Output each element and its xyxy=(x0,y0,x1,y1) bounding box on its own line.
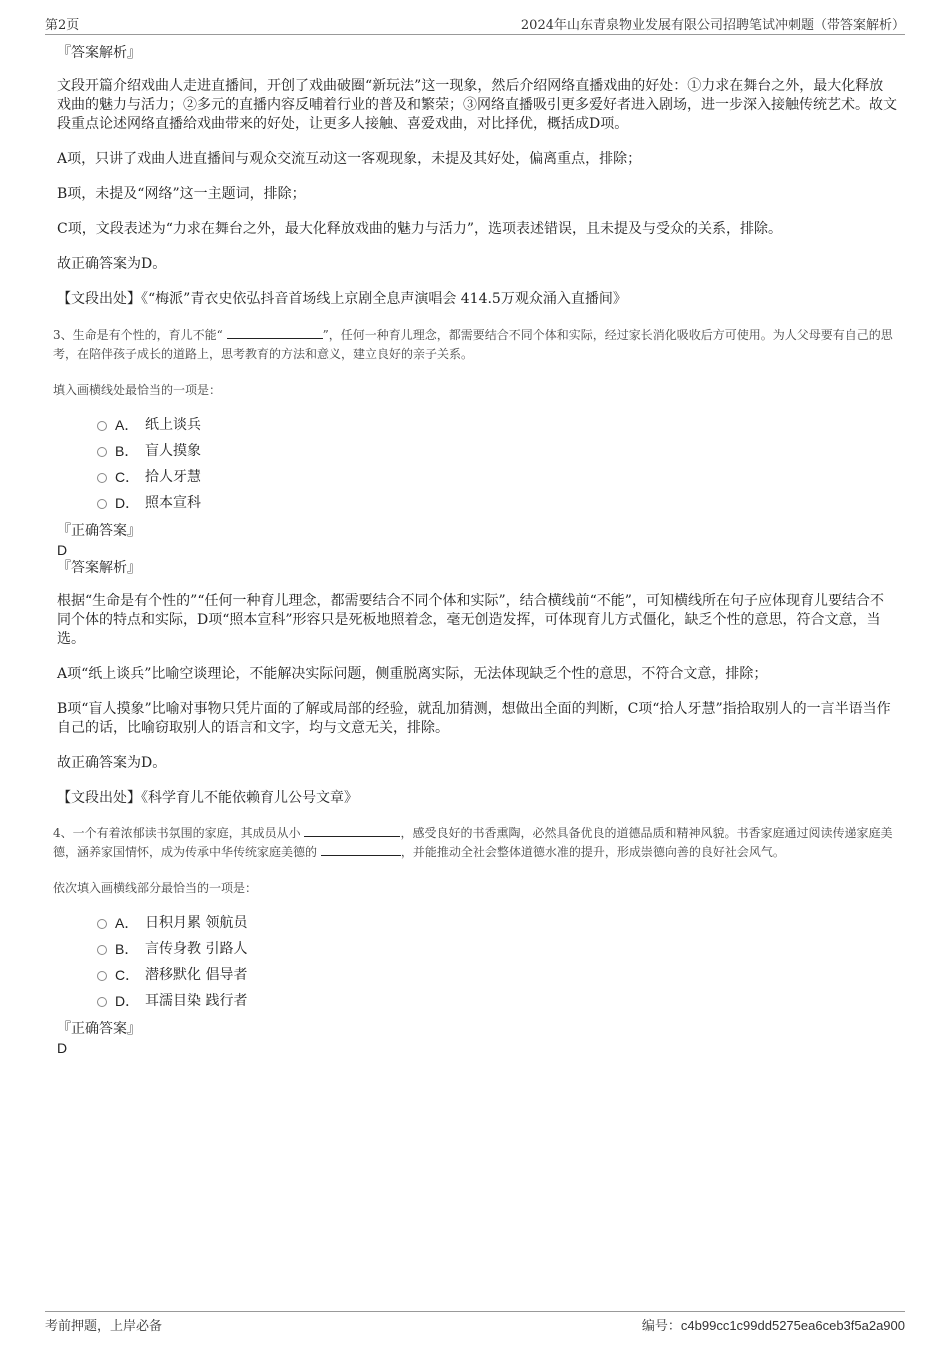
q2-option-a-analysis: A项，只讲了戏曲人进直播间与观众交流互动这一客观现象，未提及其好处，偏离重点，排除； xyxy=(57,151,642,167)
q4-option-b[interactable]: B． 言传身教 引路人 xyxy=(57,936,897,962)
radio-button[interactable] xyxy=(97,945,107,955)
q4-blank-2 xyxy=(321,843,401,856)
footer-slogan: 考前押题，上岸必备 xyxy=(45,1319,163,1334)
q4-answer: D xyxy=(57,1040,68,1056)
q3-blank xyxy=(227,326,323,339)
page-content xyxy=(53,44,897,1057)
q4-answer-heading: 『正确答案』 xyxy=(57,1021,141,1037)
q2-conclusion: 故正确答案为D。 xyxy=(57,256,167,272)
page-number: 第2页 xyxy=(45,18,80,33)
q2-analysis-text: 文段开篇介绍戏曲人走进直播间，开创了戏曲破圈“新玩法”这一现象，然后介绍网络直播戏曲的好处：①力求在舞台之外，最大化释放戏曲的魅力与活力；②多元的直播内容反哺着行业的普及和繁荣；③网络直播吸引更多爱好者进入剧场，进一步深入接触传统艺术。故文段重点论述网络直播给戏曲带来的好处，让更多人接触、喜爱戏曲，对比择优，概括成D项。 xyxy=(57,78,897,132)
q3-analysis-heading: 『答案解析』 xyxy=(57,560,141,576)
q2-analysis-heading: 『答案解析』 xyxy=(57,45,141,61)
q4-prompt: 依次填入画横线部分最恰当的一项是： xyxy=(53,881,258,895)
q3-option-b[interactable]: B． 盲人摸象 xyxy=(57,438,897,464)
radio-button[interactable] xyxy=(97,919,107,929)
q2-source: 【文段出处】《“梅派”青衣史依弘抖音首场线上京剧全息声演唱会 414.5万观众涌入直播间》 xyxy=(57,291,627,307)
q4-option-c[interactable]: C． 潜移默化 倡导者 xyxy=(57,962,897,988)
radio-button[interactable] xyxy=(97,421,107,431)
q3-conclusion: 故正确答案为D。 xyxy=(57,755,167,771)
q3-answer-heading: 『正确答案』 xyxy=(57,523,141,539)
radio-button[interactable] xyxy=(97,499,107,509)
q4-stem: 4、一个有着浓郁读书氛围的家庭，其成员从小 ，感受良好的书香熏陶，必然具备优良的道德品质和精神风貌。书香家庭通过阅读传递家庭美德，涵养家国情怀，成为传承中华传统家庭美德的 ，并能推动全社会整体道德水准的提升，形成崇德向善的良好社会风气。 xyxy=(53,826,893,859)
q3-prompt: 填入画横线处最恰当的一项是： xyxy=(53,383,222,397)
q3-option-bc-analysis: B项“盲人摸象”比喻对事物只凭片面的了解或局部的经验，就乱加猜测，想做出全面的判断，C项“拾人牙慧”指拾取别人的一言半语当作自己的话，比喻窃取别人的语言和文字，均与文意无关，排除。 xyxy=(57,701,891,736)
q4-option-a[interactable]: A． 日积月累 领航员 xyxy=(57,910,897,936)
q2-option-c-analysis: C项，文段表述为“力求在舞台之外，最大化释放戏曲的魅力与活力”，选项表述错误，且未提及与受众的关系，排除。 xyxy=(57,221,783,237)
q2-option-b-analysis: B项，未提及“网络”这一主题词，排除； xyxy=(57,186,306,202)
radio-button[interactable] xyxy=(97,997,107,1007)
document-id: 编号：c4b99cc1c99dd5275ea6ceb3f5a2a900 xyxy=(641,1318,905,1333)
radio-button[interactable] xyxy=(97,971,107,981)
page-header xyxy=(45,14,905,35)
q3-option-d[interactable]: D． 照本宣科 xyxy=(57,490,897,516)
page-footer xyxy=(45,1311,905,1334)
q3-source: 【文段出处】《科学育儿不能依赖育儿公号文章》 xyxy=(57,790,358,806)
q4-blank-1 xyxy=(304,824,400,837)
q3-option-a[interactable]: A． 纸上谈兵 xyxy=(57,412,897,438)
q3-analysis-text: 根据“生命是有个性的”“任何一种育儿理念，都需要结合不同个体和实际”，结合横线前“不能”，可知横线所在句子应体现育儿要结合不同个体的特点和实际，D项“照本宣科”形容只是死板地照着念，毫无创造发挥，可体现育儿方式僵化，缺乏个性的意思，符合文意，当选。 xyxy=(57,593,884,647)
q3-option-c[interactable]: C． 拾人牙慧 xyxy=(57,464,897,490)
q3-option-a-analysis: A项“纸上谈兵”比喻空谈理论，不能解决实际问题，侧重脱离实际，无法体现缺乏个性的意思，不符合文意，排除； xyxy=(57,666,768,682)
radio-button[interactable] xyxy=(97,447,107,457)
radio-button[interactable] xyxy=(97,473,107,483)
q3-stem: 3、生命是有个性的，育儿不能“ ”，任何一种育儿理念，都需要结合不同个体和实际，经过家长消化吸收后方可使用。为人父母要有自己的思考，在陪伴孩子成长的道路上，思考教育的方法和意义，建立良好的亲子关系。 xyxy=(53,328,893,361)
q3-answer: D xyxy=(57,542,68,558)
document-title: 2024年山东青泉物业发展有限公司招聘笔试冲刺题（带答案解析） xyxy=(520,18,905,33)
q4-option-d[interactable]: D． 耳濡目染 践行者 xyxy=(57,988,897,1014)
